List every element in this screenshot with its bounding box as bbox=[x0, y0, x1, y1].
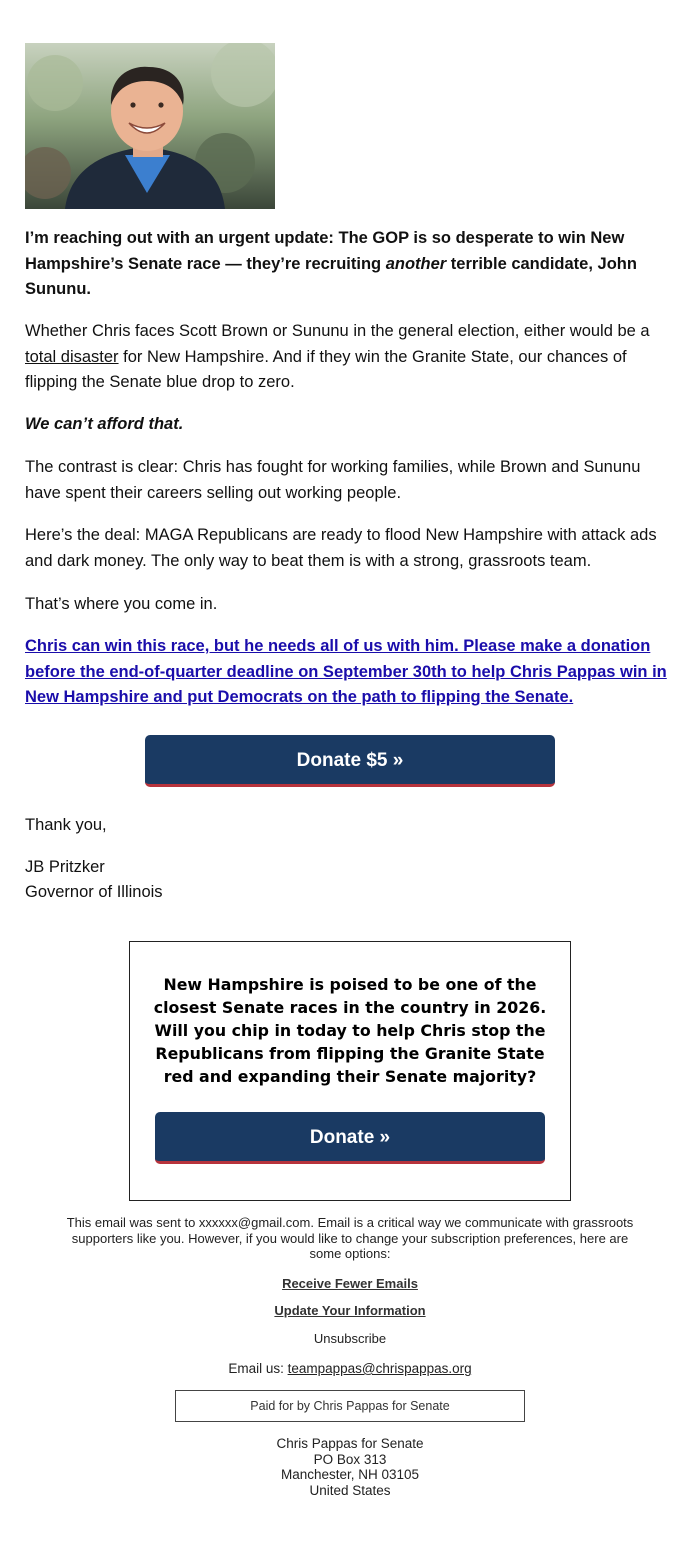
email-address-link[interactable]: teampappas@chrispappas.org bbox=[287, 1361, 472, 1376]
fewer-emails-link[interactable]: Receive Fewer Emails bbox=[282, 1276, 418, 1291]
donation-cta-link[interactable]: Chris can win this race, but he needs all of us with him. Please make a donation before the end-of-quarter deadline on September 30th to help Chris Pappas win in New Hampshire and put Democrats on the path to flipping the Senate. bbox=[25, 637, 667, 706]
footer-notice: This email was sent to xxxxxx@gmail.com. Email is a critical way we communicate with grassroots supporters like you. However, if you would like to change your subscription preferences, here are some options: bbox=[66, 1215, 634, 1261]
update-info-link[interactable]: Update Your Information bbox=[274, 1303, 426, 1318]
footer-email bbox=[60, 1361, 640, 1377]
paragraph-contrast: The contrast is clear: Chris has fought for working families, while Brown and Sununu have spent their careers selling out working people. bbox=[25, 458, 641, 502]
footer-address bbox=[60, 1436, 640, 1498]
footer-unsubscribe bbox=[60, 1331, 640, 1347]
p2-before: Whether Chris faces Scott Brown or Sununu in the general election, either would be a bbox=[25, 322, 650, 340]
p2-underline: total disaster bbox=[25, 347, 119, 366]
unsubscribe-link[interactable]: Unsubscribe bbox=[313, 1331, 387, 1346]
p2-after: for New Hampshire. And if they win the Granite State, our chances of flipping the Senate blue drop to zero. bbox=[25, 347, 627, 391]
paragraph-deal: Here’s the deal: MAGA Republicans are ready to flood New Hampshire with attack ads and dark money. The only way to beat them is with a strong, grassroots team. bbox=[25, 526, 657, 570]
paragraph-cant-afford: We can’t afford that. bbox=[25, 415, 184, 433]
address-org: Chris Pappas for Senate bbox=[276, 1436, 424, 1451]
footer-fewer-emails bbox=[60, 1276, 640, 1292]
portrait-illustration bbox=[25, 43, 275, 209]
signature-title: Governor of Illinois bbox=[25, 883, 163, 901]
email-label: Email us: bbox=[228, 1361, 288, 1376]
intro-paragraph bbox=[25, 226, 675, 303]
address-country: United States bbox=[309, 1482, 391, 1498]
intro-emphasis: another bbox=[385, 254, 447, 273]
donation-box-text: New Hampshire is poised to be one of the closest Senate races in the country in 2026. Will you chip in today to help Chris stop the Republicans from flipping the Granite State red and expanding their Senate majority? bbox=[153, 975, 547, 1086]
donate-button[interactable]: Donate » bbox=[155, 1112, 545, 1164]
address-po-box: PO Box 313 bbox=[313, 1451, 387, 1467]
thanks-text: Thank you, bbox=[25, 816, 107, 834]
intro-text-2: terrible candidate, John Sununu. bbox=[25, 254, 637, 298]
cta-paragraph bbox=[25, 634, 675, 711]
paragraph-where-you-come-in: That’s where you come in. bbox=[25, 595, 218, 613]
donate-5-button[interactable]: Donate $5 » bbox=[145, 735, 555, 787]
paragraph-disaster bbox=[25, 319, 675, 396]
footer-update-info bbox=[60, 1303, 640, 1319]
address-city: Manchester, NH 03105 bbox=[280, 1467, 420, 1482]
intro-text-1: I’m reaching out with an urgent update: The GOP is so desperate to win New Hampshire’s Senate race — they’re recruiting bbox=[25, 229, 625, 273]
signature-name: JB Pritzker bbox=[25, 858, 105, 876]
hero-photo bbox=[25, 43, 275, 209]
paid-for-disclaimer: Paid for by Chris Pappas for Senate bbox=[175, 1390, 525, 1422]
